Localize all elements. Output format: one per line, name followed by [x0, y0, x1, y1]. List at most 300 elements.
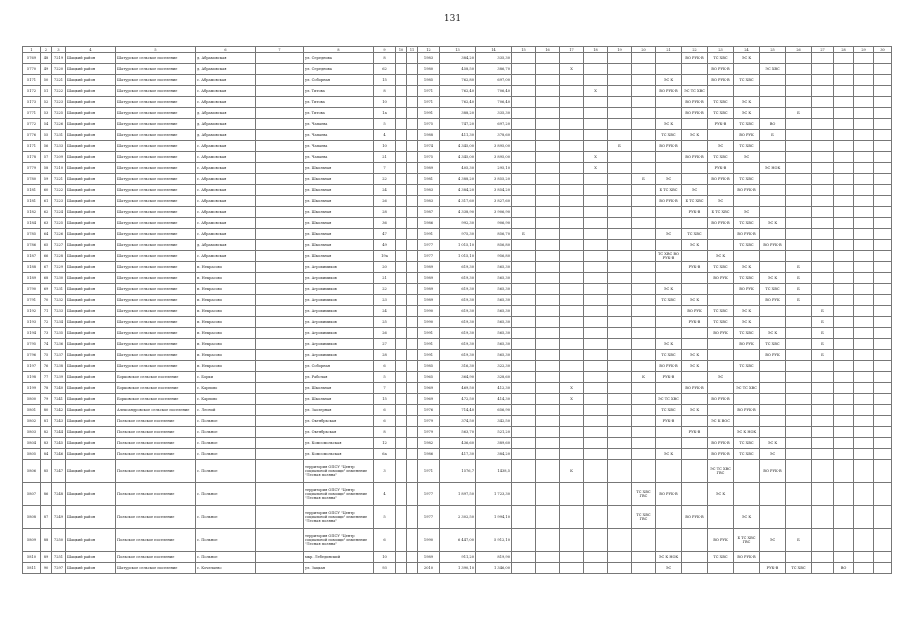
table-cell — [874, 251, 892, 262]
table-cell: ЭС ТС ХВС — [682, 86, 708, 97]
table-cell — [812, 64, 834, 75]
table-cell — [682, 284, 708, 295]
table-cell: Б — [786, 273, 812, 284]
table-cell — [560, 449, 584, 460]
table-cell: 85 — [41, 460, 52, 483]
table-cell — [608, 416, 632, 427]
table-cell: 5171 — [23, 141, 41, 152]
table-cell: 80 — [41, 405, 52, 416]
table-cell — [512, 328, 536, 339]
table-cell — [536, 108, 560, 119]
table-cell — [854, 273, 874, 284]
table-cell: Польское сельское поселение — [116, 427, 196, 438]
table-row — [23, 438, 892, 449]
table-cell — [874, 372, 892, 383]
table-cell — [512, 174, 536, 185]
table-cell — [560, 416, 584, 427]
table-cell — [407, 185, 418, 196]
table-cell — [608, 152, 632, 163]
table-cell — [608, 229, 632, 240]
table-cell: 64 — [41, 229, 52, 240]
table-cell — [608, 251, 632, 262]
table-cell — [256, 306, 304, 317]
table-cell — [812, 284, 834, 295]
table-cell — [396, 416, 407, 427]
table-cell: 1986 — [418, 218, 440, 229]
table-cell: 911,20 — [440, 552, 476, 563]
table-cell — [632, 350, 656, 361]
table-cell — [874, 284, 892, 295]
table-cell — [584, 240, 608, 251]
table-cell: 762,40 — [440, 97, 476, 108]
table-cell — [407, 563, 418, 574]
table-cell: ТС ХВС — [734, 273, 760, 284]
table-cell — [608, 438, 632, 449]
table-cell: ТС ХВС — [734, 438, 760, 449]
table-cell: 5786 — [23, 240, 41, 251]
table-cell: ЭС К — [734, 317, 760, 328]
table-cell — [854, 163, 874, 174]
table-cell — [584, 207, 608, 218]
table-cell — [854, 552, 874, 563]
table-cell: 7240 — [52, 383, 66, 394]
table-cell: 5808 — [23, 506, 41, 529]
table-cell: 36 — [374, 218, 396, 229]
table-cell — [608, 218, 632, 229]
table-cell: с. Кочелаево — [196, 563, 256, 574]
table-cell: 1989 — [418, 262, 440, 273]
table-cell: Шатурское сельское поселение — [116, 97, 196, 108]
table-cell — [584, 75, 608, 86]
table-cell: 4 388,20 — [440, 174, 476, 185]
table-cell — [608, 273, 632, 284]
table-cell: 1988 — [418, 130, 440, 141]
table-cell — [396, 108, 407, 119]
table-cell — [608, 483, 632, 506]
table-cell — [396, 130, 407, 141]
table-cell: ЭС — [656, 229, 682, 240]
column-number: 14 — [476, 47, 512, 53]
table-cell: ЭС К — [760, 328, 786, 339]
table-cell: ВО РУК — [708, 529, 734, 552]
table-cell — [786, 163, 812, 174]
table-cell — [632, 152, 656, 163]
table-cell — [256, 295, 304, 306]
table-cell: Шатурское сельское поселение — [116, 196, 196, 207]
table-cell — [407, 438, 418, 449]
table-cell: К — [560, 460, 584, 483]
table-cell: п. Некрасово — [196, 295, 256, 306]
table-cell — [854, 372, 874, 383]
table-cell — [536, 130, 560, 141]
table-cell — [512, 506, 536, 529]
table-cell: Б — [786, 262, 812, 273]
table-cell: 7249 — [52, 506, 66, 529]
table-cell — [396, 75, 407, 86]
table-cell: 7238 — [52, 361, 66, 372]
table-cell: ул. Середнова — [304, 64, 374, 75]
table-cell — [512, 416, 536, 427]
table-cell — [256, 174, 304, 185]
table-cell — [834, 174, 854, 185]
table-cell: ТС ХВС — [708, 152, 734, 163]
table-cell: ВО РУК — [708, 328, 734, 339]
table-cell — [407, 251, 418, 262]
table-cell: ЭС К — [656, 119, 682, 130]
table-cell — [682, 372, 708, 383]
table-row — [23, 185, 892, 196]
table-cell — [874, 163, 892, 174]
table-row — [23, 427, 892, 438]
table-cell: Польское сельское поселение — [116, 506, 196, 529]
table-cell: ул. Титова — [304, 108, 374, 119]
table-cell — [632, 563, 656, 574]
table-cell — [874, 328, 892, 339]
table-cell — [656, 273, 682, 284]
table-cell: ул. Агрохимиков — [304, 284, 374, 295]
table-cell — [608, 361, 632, 372]
table-cell — [396, 86, 407, 97]
table-row — [23, 328, 892, 339]
table-cell: 4 384,20 — [440, 185, 476, 196]
table-cell — [734, 350, 760, 361]
table-cell — [256, 483, 304, 506]
table-cell: 1977 — [418, 483, 440, 506]
table-cell — [854, 174, 874, 185]
table-cell: 65 — [41, 240, 52, 251]
table-cell — [874, 427, 892, 438]
table-cell — [854, 218, 874, 229]
table-cell — [584, 394, 608, 405]
table-cell: 1 346,00 — [476, 563, 512, 574]
table-cell: 88 — [41, 529, 52, 552]
table-cell: 7221 — [52, 174, 66, 185]
table-cell — [407, 361, 418, 372]
table-cell: с. Абрамовская — [196, 141, 256, 152]
table-cell: РУК-В — [760, 563, 786, 574]
table-cell — [407, 75, 418, 86]
table-cell: 7224 — [52, 207, 66, 218]
table-cell: ТС ХВС — [708, 97, 734, 108]
table-row — [23, 361, 892, 372]
table-cell: 1989 — [418, 163, 440, 174]
table-cell: 1976 — [418, 405, 440, 416]
table-cell — [608, 372, 632, 383]
table-cell — [760, 196, 786, 207]
table-cell — [786, 152, 812, 163]
table-cell — [760, 141, 786, 152]
table-cell — [708, 383, 734, 394]
table-cell: с. Абрамовская — [196, 75, 256, 86]
table-cell — [512, 483, 536, 506]
table-cell — [708, 361, 734, 372]
table-cell: 384,20 — [440, 53, 476, 64]
table-cell — [396, 460, 407, 483]
table-cell — [760, 229, 786, 240]
table-cell: ТС ХВС — [734, 361, 760, 372]
table-cell: ул. Соборная — [304, 361, 374, 372]
table-cell: 1977 — [418, 251, 440, 262]
table-cell — [812, 218, 834, 229]
table-cell: 469,50 — [440, 383, 476, 394]
table-cell: 77 — [41, 372, 52, 383]
table-cell — [256, 506, 304, 529]
table-cell — [854, 284, 874, 295]
table-cell — [512, 240, 536, 251]
table-cell — [854, 506, 874, 529]
table-cell — [854, 361, 874, 372]
table-cell: ЭС К — [734, 306, 760, 317]
table-cell: с. Абрамовская — [196, 86, 256, 97]
table-cell — [632, 361, 656, 372]
table-cell: 5776 — [23, 130, 41, 141]
table-row — [23, 529, 892, 552]
table-cell: 7227 — [52, 240, 66, 251]
table-cell: 5 — [374, 372, 396, 383]
table-cell: 7225 — [52, 108, 66, 119]
table-cell: ТС ХВС — [656, 295, 682, 306]
table-cell: 5779 — [23, 163, 41, 174]
table-cell: 5192 — [23, 306, 41, 317]
table-cell: ТС ХВС — [734, 141, 760, 152]
table-cell: Шатурское сельское поселение — [116, 350, 196, 361]
table-cell: 747,20 — [440, 119, 476, 130]
table-cell — [874, 449, 892, 460]
table-cell — [396, 229, 407, 240]
table-cell — [632, 53, 656, 64]
table-cell: с. Абрамовская — [196, 229, 256, 240]
table-cell — [874, 229, 892, 240]
table-cell: 5182 — [23, 207, 41, 218]
table-cell — [536, 438, 560, 449]
table-cell — [834, 229, 854, 240]
table-cell: ул. Комсомольская — [304, 449, 374, 460]
table-cell — [608, 449, 632, 460]
table-row — [23, 416, 892, 427]
table-cell — [708, 563, 734, 574]
table-cell — [512, 86, 536, 97]
column-number: 17 — [560, 47, 584, 53]
table-cell — [708, 240, 734, 251]
table-cell — [256, 240, 304, 251]
table-cell: 7235 — [52, 328, 66, 339]
table-cell — [584, 218, 608, 229]
table-cell — [656, 438, 682, 449]
table-cell — [834, 218, 854, 229]
table-cell — [632, 295, 656, 306]
table-cell: 27 — [374, 339, 396, 350]
table-cell — [512, 295, 536, 306]
table-cell — [854, 86, 874, 97]
table-cell — [256, 273, 304, 284]
table-cell: 8 — [374, 86, 396, 97]
table-cell: 21 — [374, 152, 396, 163]
table-cell — [786, 174, 812, 185]
table-cell — [632, 196, 656, 207]
table-cell — [874, 218, 892, 229]
table-cell: 414,30 — [476, 394, 512, 405]
table-cell — [512, 251, 536, 262]
table-cell — [256, 53, 304, 64]
table-cell — [407, 483, 418, 506]
table-cell: Шацкий район — [66, 262, 116, 273]
table-cell — [396, 449, 407, 460]
table-cell — [560, 506, 584, 529]
table-row — [23, 383, 892, 394]
table-cell — [854, 141, 874, 152]
table-cell: Б — [760, 130, 786, 141]
table-cell — [682, 328, 708, 339]
table-cell: ТС ХВС — [760, 339, 786, 350]
table-cell: 7231 — [52, 130, 66, 141]
table-cell — [256, 438, 304, 449]
table-cell — [584, 174, 608, 185]
table-cell — [560, 350, 584, 361]
table-cell — [834, 284, 854, 295]
table-cell — [834, 438, 854, 449]
table-cell — [786, 130, 812, 141]
table-cell — [256, 361, 304, 372]
table-cell: 8 — [374, 427, 396, 438]
table-cell: Шацкий район — [66, 438, 116, 449]
table-cell: 7251 — [52, 552, 66, 563]
table-cell — [874, 185, 892, 196]
table-cell: 59 — [41, 174, 52, 185]
table-cell — [632, 394, 656, 405]
table-cell — [812, 460, 834, 483]
table-cell — [682, 394, 708, 405]
table-cell: Шацкий район — [66, 483, 116, 506]
table-cell: 5771 — [23, 108, 41, 119]
table-cell — [874, 97, 892, 108]
table-cell: 5198 — [23, 372, 41, 383]
table-cell — [734, 163, 760, 174]
column-number: 16 — [536, 47, 560, 53]
table-cell — [560, 119, 584, 130]
table-cell: 5 — [374, 506, 396, 529]
table-cell — [812, 141, 834, 152]
table-cell: 7247 — [52, 460, 66, 483]
table-row — [23, 563, 892, 574]
column-number: 28 — [834, 47, 854, 53]
table-row — [23, 53, 892, 64]
table-cell — [874, 405, 892, 416]
table-cell: ТС ХВС — [734, 328, 760, 339]
table-cell: Б — [812, 350, 834, 361]
table-cell: 3 — [374, 460, 396, 483]
table-cell: п. Некрасово — [196, 339, 256, 350]
table-cell: 90 — [41, 563, 52, 574]
table-cell: ул. Зацкая — [304, 563, 374, 574]
table-cell — [396, 251, 407, 262]
table-cell: Б — [512, 229, 536, 240]
table-cell: ТС ХВС — [786, 563, 812, 574]
table-cell — [396, 506, 407, 529]
table-cell — [396, 563, 407, 574]
table-cell — [682, 251, 708, 262]
table-cell: 26 — [374, 196, 396, 207]
table-cell — [854, 483, 874, 506]
table-cell: Шатурское сельское поселение — [116, 240, 196, 251]
table-cell — [584, 185, 608, 196]
table-cell — [632, 130, 656, 141]
table-cell: Х — [560, 64, 584, 75]
table-cell — [407, 339, 418, 350]
table-cell: 1983 — [418, 53, 440, 64]
table-cell: 565,30 — [476, 284, 512, 295]
table-cell: Шацкий район — [66, 218, 116, 229]
table-cell — [874, 416, 892, 427]
table-cell: 565,30 — [476, 262, 512, 273]
table-cell — [708, 86, 734, 97]
table-cell — [407, 108, 418, 119]
table-cell — [584, 438, 608, 449]
table-cell: ЭС ХВС — [760, 64, 786, 75]
table-cell — [512, 53, 536, 64]
table-cell: Шатурское сельское поселение — [116, 75, 196, 86]
table-cell: 1983 — [418, 185, 440, 196]
table-cell — [256, 350, 304, 361]
table-cell — [760, 394, 786, 405]
table-cell — [512, 196, 536, 207]
table-cell: 5 912,10 — [476, 529, 512, 552]
table-cell — [560, 372, 584, 383]
table-cell — [734, 372, 760, 383]
table-cell: 54 — [41, 119, 52, 130]
table-cell — [854, 460, 874, 483]
table-cell: с. Абрамовская — [196, 218, 256, 229]
table-cell: Борковское сельское поселение — [116, 372, 196, 383]
table-cell — [734, 196, 760, 207]
table-cell: ЭС К — [734, 108, 760, 119]
table-cell — [512, 427, 536, 438]
table-cell — [854, 416, 874, 427]
table-cell — [812, 229, 834, 240]
table-cell: 1991 — [418, 229, 440, 240]
table-cell: ЭС К — [734, 262, 760, 273]
table-cell: 565,30 — [476, 317, 512, 328]
table-cell — [512, 529, 536, 552]
table-cell — [874, 438, 892, 449]
table-cell: 7231 — [52, 284, 66, 295]
table-cell — [682, 339, 708, 350]
table-cell — [760, 152, 786, 163]
table-cell: ВО РУК-В — [708, 449, 734, 460]
table-cell — [786, 229, 812, 240]
table-cell: ТС ХВС — [708, 262, 734, 273]
table-cell — [536, 152, 560, 163]
table-cell: Шатурское сельское поселение — [116, 108, 196, 119]
table-cell: 4 — [374, 130, 396, 141]
table-cell — [512, 141, 536, 152]
table-cell: ЭС К — [682, 405, 708, 416]
table-cell — [874, 273, 892, 284]
table-cell: 697,20 — [476, 119, 512, 130]
table-cell: 62 — [374, 64, 396, 75]
table-cell — [854, 262, 874, 273]
table-cell — [560, 405, 584, 416]
table-cell — [834, 405, 854, 416]
table-cell — [786, 416, 812, 427]
table-cell: ВО РУК-В — [708, 218, 734, 229]
table-cell — [407, 152, 418, 163]
table-cell: ТС ХВС — [734, 240, 760, 251]
table-cell: 1975 — [418, 152, 440, 163]
table-cell — [536, 405, 560, 416]
table-cell — [812, 416, 834, 427]
table-cell: 79 — [41, 394, 52, 405]
table-cell: ТС ХВС — [708, 552, 734, 563]
